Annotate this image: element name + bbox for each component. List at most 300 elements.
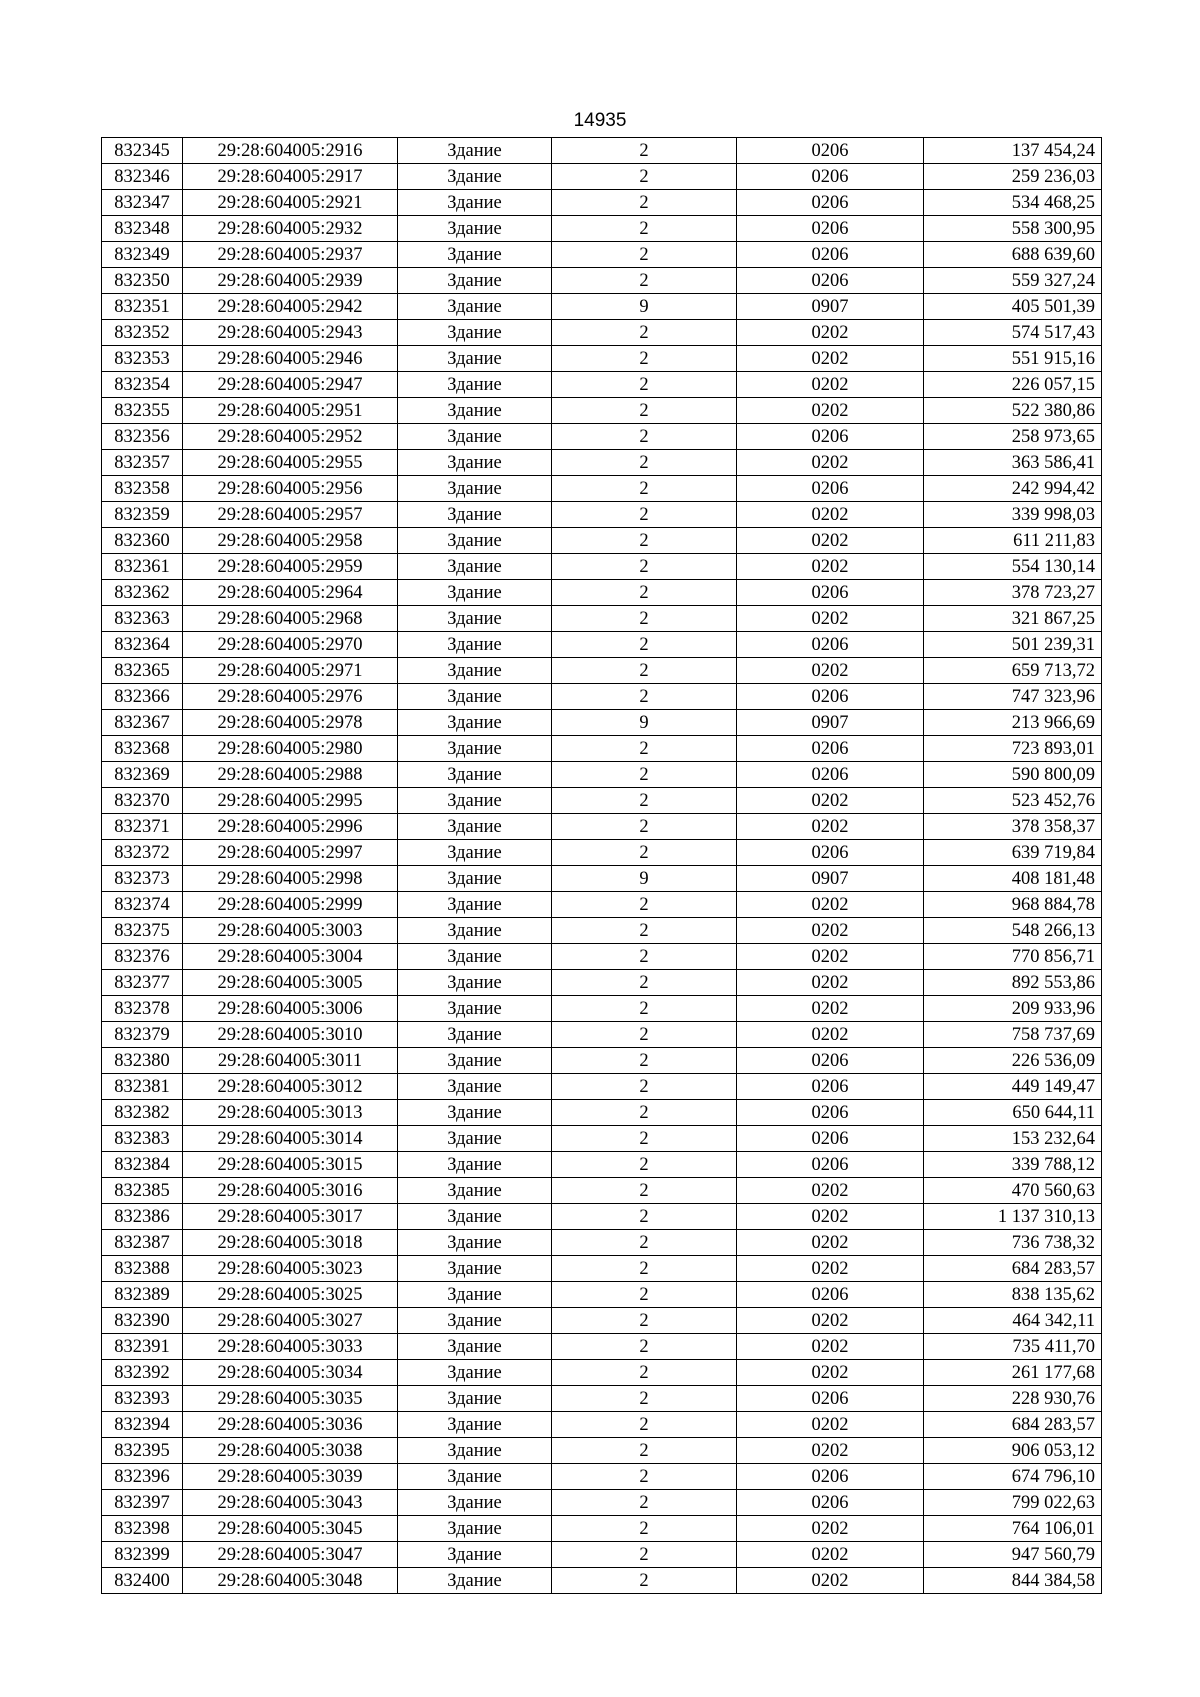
subgroup-code-cell: 0206 bbox=[737, 268, 924, 294]
table-row bbox=[102, 970, 1102, 996]
table-row bbox=[102, 164, 1102, 190]
row-number-cell: 832390 bbox=[102, 1308, 183, 1334]
cadastral-value-cell: 339 788,12 bbox=[924, 1152, 1102, 1178]
object-type-cell: Здание bbox=[398, 502, 552, 528]
group-code-cell: 2 bbox=[552, 1386, 737, 1412]
table-row bbox=[102, 684, 1102, 710]
row-number-cell: 832363 bbox=[102, 606, 183, 632]
subgroup-code-cell: 0202 bbox=[737, 372, 924, 398]
cadastral-value-cell: 213 966,69 bbox=[924, 710, 1102, 736]
table-row bbox=[102, 190, 1102, 216]
group-code-cell: 2 bbox=[552, 1152, 737, 1178]
subgroup-code-cell: 0206 bbox=[737, 1490, 924, 1516]
table-row bbox=[102, 1126, 1102, 1152]
group-code-cell: 2 bbox=[552, 996, 737, 1022]
cadastral-value-cell: 501 239,31 bbox=[924, 632, 1102, 658]
row-number-cell: 832359 bbox=[102, 502, 183, 528]
cadastral-value-cell: 551 915,16 bbox=[924, 346, 1102, 372]
table-row bbox=[102, 268, 1102, 294]
cadastral-value-cell: 590 800,09 bbox=[924, 762, 1102, 788]
cadastral-number-cell: 29:28:604005:2943 bbox=[183, 320, 398, 346]
subgroup-code-cell: 0907 bbox=[737, 294, 924, 320]
cadastral-number-cell: 29:28:604005:3033 bbox=[183, 1334, 398, 1360]
cadastral-value-cell: 464 342,11 bbox=[924, 1308, 1102, 1334]
object-type-cell: Здание bbox=[398, 372, 552, 398]
table-row bbox=[102, 1048, 1102, 1074]
cadastral-number-cell: 29:28:604005:2952 bbox=[183, 424, 398, 450]
group-code-cell: 2 bbox=[552, 190, 737, 216]
group-code-cell: 2 bbox=[552, 398, 737, 424]
group-code-cell: 9 bbox=[552, 866, 737, 892]
group-code-cell: 2 bbox=[552, 502, 737, 528]
cadastral-value-cell: 947 560,79 bbox=[924, 1542, 1102, 1568]
table-row bbox=[102, 242, 1102, 268]
cadastral-value-cell: 405 501,39 bbox=[924, 294, 1102, 320]
row-number-cell: 832367 bbox=[102, 710, 183, 736]
cadastral-value-cell: 554 130,14 bbox=[924, 554, 1102, 580]
cadastral-value-cell: 764 106,01 bbox=[924, 1516, 1102, 1542]
object-type-cell: Здание bbox=[398, 1568, 552, 1594]
row-number-cell: 832374 bbox=[102, 892, 183, 918]
cadastral-number-cell: 29:28:604005:2951 bbox=[183, 398, 398, 424]
group-code-cell: 2 bbox=[552, 1568, 737, 1594]
subgroup-code-cell: 0206 bbox=[737, 684, 924, 710]
cadastral-number-cell: 29:28:604005:2947 bbox=[183, 372, 398, 398]
table-row bbox=[102, 1516, 1102, 1542]
object-type-cell: Здание bbox=[398, 1438, 552, 1464]
subgroup-code-cell: 0206 bbox=[737, 190, 924, 216]
group-code-cell: 9 bbox=[552, 294, 737, 320]
cadastral-number-cell: 29:28:604005:2958 bbox=[183, 528, 398, 554]
subgroup-code-cell: 0202 bbox=[737, 450, 924, 476]
row-number-cell: 832384 bbox=[102, 1152, 183, 1178]
subgroup-code-cell: 0206 bbox=[737, 1100, 924, 1126]
row-number-cell: 832382 bbox=[102, 1100, 183, 1126]
group-code-cell: 2 bbox=[552, 658, 737, 684]
cadastral-value-cell: 1 137 310,13 bbox=[924, 1204, 1102, 1230]
group-code-cell: 2 bbox=[552, 632, 737, 658]
subgroup-code-cell: 0206 bbox=[737, 1152, 924, 1178]
group-code-cell: 2 bbox=[552, 814, 737, 840]
cadastral-value-cell: 684 283,57 bbox=[924, 1412, 1102, 1438]
cadastral-number-cell: 29:28:604005:2956 bbox=[183, 476, 398, 502]
group-code-cell: 2 bbox=[552, 606, 737, 632]
row-number-cell: 832394 bbox=[102, 1412, 183, 1438]
group-code-cell: 2 bbox=[552, 1074, 737, 1100]
cadastral-value-cell: 226 536,09 bbox=[924, 1048, 1102, 1074]
cadastral-number-cell: 29:28:604005:2959 bbox=[183, 554, 398, 580]
table-row bbox=[102, 1542, 1102, 1568]
cadastral-number-cell: 29:28:604005:3023 bbox=[183, 1256, 398, 1282]
table-row bbox=[102, 138, 1102, 164]
subgroup-code-cell: 0206 bbox=[737, 1282, 924, 1308]
object-type-cell: Здание bbox=[398, 320, 552, 346]
object-type-cell: Здание bbox=[398, 554, 552, 580]
group-code-cell: 2 bbox=[552, 346, 737, 372]
object-type-cell: Здание bbox=[398, 190, 552, 216]
group-code-cell: 2 bbox=[552, 216, 737, 242]
group-code-cell: 2 bbox=[552, 1022, 737, 1048]
object-type-cell: Здание bbox=[398, 736, 552, 762]
subgroup-code-cell: 0206 bbox=[737, 762, 924, 788]
table-row bbox=[102, 294, 1102, 320]
group-code-cell: 2 bbox=[552, 242, 737, 268]
subgroup-code-cell: 0206 bbox=[737, 1074, 924, 1100]
cadastral-value-cell: 674 796,10 bbox=[924, 1464, 1102, 1490]
table-row bbox=[102, 554, 1102, 580]
cadastral-number-cell: 29:28:604005:3047 bbox=[183, 1542, 398, 1568]
table-row bbox=[102, 1464, 1102, 1490]
group-code-cell: 2 bbox=[552, 1256, 737, 1282]
table-row bbox=[102, 1334, 1102, 1360]
subgroup-code-cell: 0202 bbox=[737, 1412, 924, 1438]
object-type-cell: Здание bbox=[398, 528, 552, 554]
cadastral-number-cell: 29:28:604005:2957 bbox=[183, 502, 398, 528]
cadastral-number-cell: 29:28:604005:3027 bbox=[183, 1308, 398, 1334]
subgroup-code-cell: 0206 bbox=[737, 476, 924, 502]
cadastral-number-cell: 29:28:604005:2997 bbox=[183, 840, 398, 866]
table-row bbox=[102, 424, 1102, 450]
object-type-cell: Здание bbox=[398, 840, 552, 866]
cadastral-number-cell: 29:28:604005:3039 bbox=[183, 1464, 398, 1490]
cadastral-number-cell: 29:28:604005:2921 bbox=[183, 190, 398, 216]
object-type-cell: Здание bbox=[398, 398, 552, 424]
cadastral-number-cell: 29:28:604005:3043 bbox=[183, 1490, 398, 1516]
row-number-cell: 832385 bbox=[102, 1178, 183, 1204]
row-number-cell: 832349 bbox=[102, 242, 183, 268]
subgroup-code-cell: 0907 bbox=[737, 866, 924, 892]
subgroup-code-cell: 0206 bbox=[737, 1386, 924, 1412]
object-type-cell: Здание bbox=[398, 1308, 552, 1334]
cadastral-number-cell: 29:28:604005:2995 bbox=[183, 788, 398, 814]
group-code-cell: 2 bbox=[552, 1126, 737, 1152]
cadastral-value-cell: 228 930,76 bbox=[924, 1386, 1102, 1412]
group-code-cell: 2 bbox=[552, 736, 737, 762]
cadastral-number-cell: 29:28:604005:2980 bbox=[183, 736, 398, 762]
cadastral-value-cell: 259 236,03 bbox=[924, 164, 1102, 190]
object-type-cell: Здание bbox=[398, 710, 552, 736]
table-row bbox=[102, 996, 1102, 1022]
cadastral-value-cell: 339 998,03 bbox=[924, 502, 1102, 528]
group-code-cell: 2 bbox=[552, 450, 737, 476]
cadastral-value-cell: 650 644,11 bbox=[924, 1100, 1102, 1126]
object-type-cell: Здание bbox=[398, 1412, 552, 1438]
object-type-cell: Здание bbox=[398, 1516, 552, 1542]
table-row bbox=[102, 710, 1102, 736]
object-type-cell: Здание bbox=[398, 632, 552, 658]
group-code-cell: 2 bbox=[552, 1360, 737, 1386]
subgroup-code-cell: 0202 bbox=[737, 1178, 924, 1204]
subgroup-code-cell: 0206 bbox=[737, 840, 924, 866]
cadastral-value-cell: 736 738,32 bbox=[924, 1230, 1102, 1256]
object-type-cell: Здание bbox=[398, 1282, 552, 1308]
cadastral-number-cell: 29:28:604005:2978 bbox=[183, 710, 398, 736]
table-row bbox=[102, 1386, 1102, 1412]
subgroup-code-cell: 0202 bbox=[737, 346, 924, 372]
row-number-cell: 832383 bbox=[102, 1126, 183, 1152]
row-number-cell: 832395 bbox=[102, 1438, 183, 1464]
cadastral-number-cell: 29:28:604005:2937 bbox=[183, 242, 398, 268]
table-row bbox=[102, 1282, 1102, 1308]
object-type-cell: Здание bbox=[398, 268, 552, 294]
cadastral-number-cell: 29:28:604005:3006 bbox=[183, 996, 398, 1022]
row-number-cell: 832375 bbox=[102, 918, 183, 944]
group-code-cell: 2 bbox=[552, 1204, 737, 1230]
group-code-cell: 2 bbox=[552, 424, 737, 450]
group-code-cell: 2 bbox=[552, 528, 737, 554]
cadastral-value-cell: 258 973,65 bbox=[924, 424, 1102, 450]
subgroup-code-cell: 0206 bbox=[737, 580, 924, 606]
table-row bbox=[102, 788, 1102, 814]
row-number-cell: 832391 bbox=[102, 1334, 183, 1360]
cadastral-value-cell: 559 327,24 bbox=[924, 268, 1102, 294]
table-row bbox=[102, 866, 1102, 892]
cadastral-number-cell: 29:28:604005:3048 bbox=[183, 1568, 398, 1594]
row-number-cell: 832378 bbox=[102, 996, 183, 1022]
cadastral-number-cell: 29:28:604005:3015 bbox=[183, 1152, 398, 1178]
group-code-cell: 2 bbox=[552, 580, 737, 606]
table-row bbox=[102, 762, 1102, 788]
cadastral-value-cell: 844 384,58 bbox=[924, 1568, 1102, 1594]
row-number-cell: 832362 bbox=[102, 580, 183, 606]
object-type-cell: Здание bbox=[398, 138, 552, 164]
group-code-cell: 2 bbox=[552, 268, 737, 294]
table-row bbox=[102, 1308, 1102, 1334]
group-code-cell: 2 bbox=[552, 1516, 737, 1542]
table-row bbox=[102, 1412, 1102, 1438]
table-row bbox=[102, 398, 1102, 424]
row-number-cell: 832351 bbox=[102, 294, 183, 320]
table-row bbox=[102, 736, 1102, 762]
subgroup-code-cell: 0907 bbox=[737, 710, 924, 736]
group-code-cell: 2 bbox=[552, 944, 737, 970]
row-number-cell: 832361 bbox=[102, 554, 183, 580]
cadastral-number-cell: 29:28:604005:3016 bbox=[183, 1178, 398, 1204]
cadastral-value-cell: 523 452,76 bbox=[924, 788, 1102, 814]
row-number-cell: 832379 bbox=[102, 1022, 183, 1048]
object-type-cell: Здание bbox=[398, 866, 552, 892]
table-row bbox=[102, 1568, 1102, 1594]
row-number-cell: 832360 bbox=[102, 528, 183, 554]
cadastral-number-cell: 29:28:604005:2968 bbox=[183, 606, 398, 632]
row-number-cell: 832358 bbox=[102, 476, 183, 502]
subgroup-code-cell: 0206 bbox=[737, 632, 924, 658]
cadastral-value-cell: 838 135,62 bbox=[924, 1282, 1102, 1308]
cadastral-value-cell: 378 723,27 bbox=[924, 580, 1102, 606]
row-number-cell: 832373 bbox=[102, 866, 183, 892]
object-type-cell: Здание bbox=[398, 580, 552, 606]
cadastral-value-cell: 470 560,63 bbox=[924, 1178, 1102, 1204]
object-type-cell: Здание bbox=[398, 450, 552, 476]
subgroup-code-cell: 0206 bbox=[737, 1464, 924, 1490]
cadastral-number-cell: 29:28:604005:3012 bbox=[183, 1074, 398, 1100]
table-row bbox=[102, 840, 1102, 866]
group-code-cell: 2 bbox=[552, 1334, 737, 1360]
cadastral-value-table bbox=[101, 137, 1102, 1594]
cadastral-number-cell: 29:28:604005:2996 bbox=[183, 814, 398, 840]
cadastral-value-cell: 684 283,57 bbox=[924, 1256, 1102, 1282]
cadastral-value-cell: 408 181,48 bbox=[924, 866, 1102, 892]
group-code-cell: 2 bbox=[552, 892, 737, 918]
subgroup-code-cell: 0206 bbox=[737, 1048, 924, 1074]
row-number-cell: 832365 bbox=[102, 658, 183, 684]
cadastral-value-cell: 799 022,63 bbox=[924, 1490, 1102, 1516]
row-number-cell: 832371 bbox=[102, 814, 183, 840]
group-code-cell: 2 bbox=[552, 476, 737, 502]
object-type-cell: Здание bbox=[398, 814, 552, 840]
table-row bbox=[102, 1490, 1102, 1516]
cadastral-value-cell: 735 411,70 bbox=[924, 1334, 1102, 1360]
object-type-cell: Здание bbox=[398, 606, 552, 632]
group-code-cell: 2 bbox=[552, 1282, 737, 1308]
cadastral-number-cell: 29:28:604005:3004 bbox=[183, 944, 398, 970]
cadastral-number-cell: 29:28:604005:2999 bbox=[183, 892, 398, 918]
object-type-cell: Здание bbox=[398, 1490, 552, 1516]
cadastral-number-cell: 29:28:604005:3034 bbox=[183, 1360, 398, 1386]
object-type-cell: Здание bbox=[398, 1204, 552, 1230]
object-type-cell: Здание bbox=[398, 762, 552, 788]
subgroup-code-cell: 0202 bbox=[737, 1334, 924, 1360]
subgroup-code-cell: 0206 bbox=[737, 216, 924, 242]
table-row bbox=[102, 1438, 1102, 1464]
object-type-cell: Здание bbox=[398, 242, 552, 268]
object-type-cell: Здание bbox=[398, 970, 552, 996]
object-type-cell: Здание bbox=[398, 788, 552, 814]
table-row bbox=[102, 346, 1102, 372]
cadastral-number-cell: 29:28:604005:2955 bbox=[183, 450, 398, 476]
group-code-cell: 2 bbox=[552, 320, 737, 346]
cadastral-number-cell: 29:28:604005:2916 bbox=[183, 138, 398, 164]
row-number-cell: 832392 bbox=[102, 1360, 183, 1386]
cadastral-value-cell: 363 586,41 bbox=[924, 450, 1102, 476]
subgroup-code-cell: 0202 bbox=[737, 814, 924, 840]
object-type-cell: Здание bbox=[398, 944, 552, 970]
subgroup-code-cell: 0206 bbox=[737, 424, 924, 450]
object-type-cell: Здание bbox=[398, 1334, 552, 1360]
cadastral-value-cell: 209 933,96 bbox=[924, 996, 1102, 1022]
cadastral-value-cell: 548 266,13 bbox=[924, 918, 1102, 944]
group-code-cell: 2 bbox=[552, 762, 737, 788]
object-type-cell: Здание bbox=[398, 684, 552, 710]
row-number-cell: 832355 bbox=[102, 398, 183, 424]
subgroup-code-cell: 0202 bbox=[737, 970, 924, 996]
cadastral-number-cell: 29:28:604005:2988 bbox=[183, 762, 398, 788]
group-code-cell: 2 bbox=[552, 1230, 737, 1256]
object-type-cell: Здание bbox=[398, 346, 552, 372]
table-row bbox=[102, 1204, 1102, 1230]
row-number-cell: 832352 bbox=[102, 320, 183, 346]
cadastral-value-cell: 378 358,37 bbox=[924, 814, 1102, 840]
row-number-cell: 832345 bbox=[102, 138, 183, 164]
subgroup-code-cell: 0202 bbox=[737, 1022, 924, 1048]
table-row bbox=[102, 1074, 1102, 1100]
cadastral-number-cell: 29:28:604005:3036 bbox=[183, 1412, 398, 1438]
cadastral-value-cell: 574 517,43 bbox=[924, 320, 1102, 346]
cadastral-value-cell: 723 893,01 bbox=[924, 736, 1102, 762]
object-type-cell: Здание bbox=[398, 294, 552, 320]
cadastral-value-cell: 758 737,69 bbox=[924, 1022, 1102, 1048]
subgroup-code-cell: 0202 bbox=[737, 1568, 924, 1594]
object-type-cell: Здание bbox=[398, 424, 552, 450]
cadastral-number-cell: 29:28:604005:3013 bbox=[183, 1100, 398, 1126]
object-type-cell: Здание bbox=[398, 216, 552, 242]
cadastral-value-cell: 747 323,96 bbox=[924, 684, 1102, 710]
object-type-cell: Здание bbox=[398, 1464, 552, 1490]
table-row bbox=[102, 1178, 1102, 1204]
object-type-cell: Здание bbox=[398, 1074, 552, 1100]
table-row bbox=[102, 918, 1102, 944]
subgroup-code-cell: 0206 bbox=[737, 242, 924, 268]
row-number-cell: 832347 bbox=[102, 190, 183, 216]
subgroup-code-cell: 0202 bbox=[737, 1256, 924, 1282]
cadastral-number-cell: 29:28:604005:2939 bbox=[183, 268, 398, 294]
row-number-cell: 832350 bbox=[102, 268, 183, 294]
row-number-cell: 832346 bbox=[102, 164, 183, 190]
cadastral-number-cell: 29:28:604005:2971 bbox=[183, 658, 398, 684]
cadastral-value-cell: 242 994,42 bbox=[924, 476, 1102, 502]
object-type-cell: Здание bbox=[398, 996, 552, 1022]
table-row bbox=[102, 1256, 1102, 1282]
table-row bbox=[102, 476, 1102, 502]
object-type-cell: Здание bbox=[398, 892, 552, 918]
cadastral-number-cell: 29:28:604005:3003 bbox=[183, 918, 398, 944]
group-code-cell: 2 bbox=[552, 1412, 737, 1438]
subgroup-code-cell: 0202 bbox=[737, 1360, 924, 1386]
table-row bbox=[102, 606, 1102, 632]
row-number-cell: 832399 bbox=[102, 1542, 183, 1568]
cadastral-value-cell: 688 639,60 bbox=[924, 242, 1102, 268]
group-code-cell: 2 bbox=[552, 1438, 737, 1464]
row-number-cell: 832396 bbox=[102, 1464, 183, 1490]
row-number-cell: 832387 bbox=[102, 1230, 183, 1256]
table-row bbox=[102, 1152, 1102, 1178]
subgroup-code-cell: 0206 bbox=[737, 138, 924, 164]
object-type-cell: Здание bbox=[398, 1360, 552, 1386]
cadastral-number-cell: 29:28:604005:2917 bbox=[183, 164, 398, 190]
cadastral-value-cell: 137 454,24 bbox=[924, 138, 1102, 164]
group-code-cell: 2 bbox=[552, 1490, 737, 1516]
subgroup-code-cell: 0206 bbox=[737, 164, 924, 190]
subgroup-code-cell: 0202 bbox=[737, 658, 924, 684]
row-number-cell: 832400 bbox=[102, 1568, 183, 1594]
cadastral-number-cell: 29:28:604005:2964 bbox=[183, 580, 398, 606]
table-row bbox=[102, 632, 1102, 658]
table-row bbox=[102, 658, 1102, 684]
object-type-cell: Здание bbox=[398, 1386, 552, 1412]
object-type-cell: Здание bbox=[398, 1542, 552, 1568]
subgroup-code-cell: 0202 bbox=[737, 606, 924, 632]
row-number-cell: 832386 bbox=[102, 1204, 183, 1230]
object-type-cell: Здание bbox=[398, 1048, 552, 1074]
table-row bbox=[102, 1360, 1102, 1386]
cadastral-value-cell: 153 232,64 bbox=[924, 1126, 1102, 1152]
cadastral-value-cell: 968 884,78 bbox=[924, 892, 1102, 918]
row-number-cell: 832377 bbox=[102, 970, 183, 996]
row-number-cell: 832348 bbox=[102, 216, 183, 242]
cadastral-value-cell: 770 856,71 bbox=[924, 944, 1102, 970]
group-code-cell: 2 bbox=[552, 164, 737, 190]
cadastral-value-cell: 558 300,95 bbox=[924, 216, 1102, 242]
subgroup-code-cell: 0202 bbox=[737, 892, 924, 918]
group-code-cell: 2 bbox=[552, 840, 737, 866]
subgroup-code-cell: 0202 bbox=[737, 398, 924, 424]
table-row bbox=[102, 450, 1102, 476]
group-code-cell: 2 bbox=[552, 1464, 737, 1490]
row-number-cell: 832397 bbox=[102, 1490, 183, 1516]
group-code-cell: 2 bbox=[552, 372, 737, 398]
row-number-cell: 832366 bbox=[102, 684, 183, 710]
table-row bbox=[102, 892, 1102, 918]
